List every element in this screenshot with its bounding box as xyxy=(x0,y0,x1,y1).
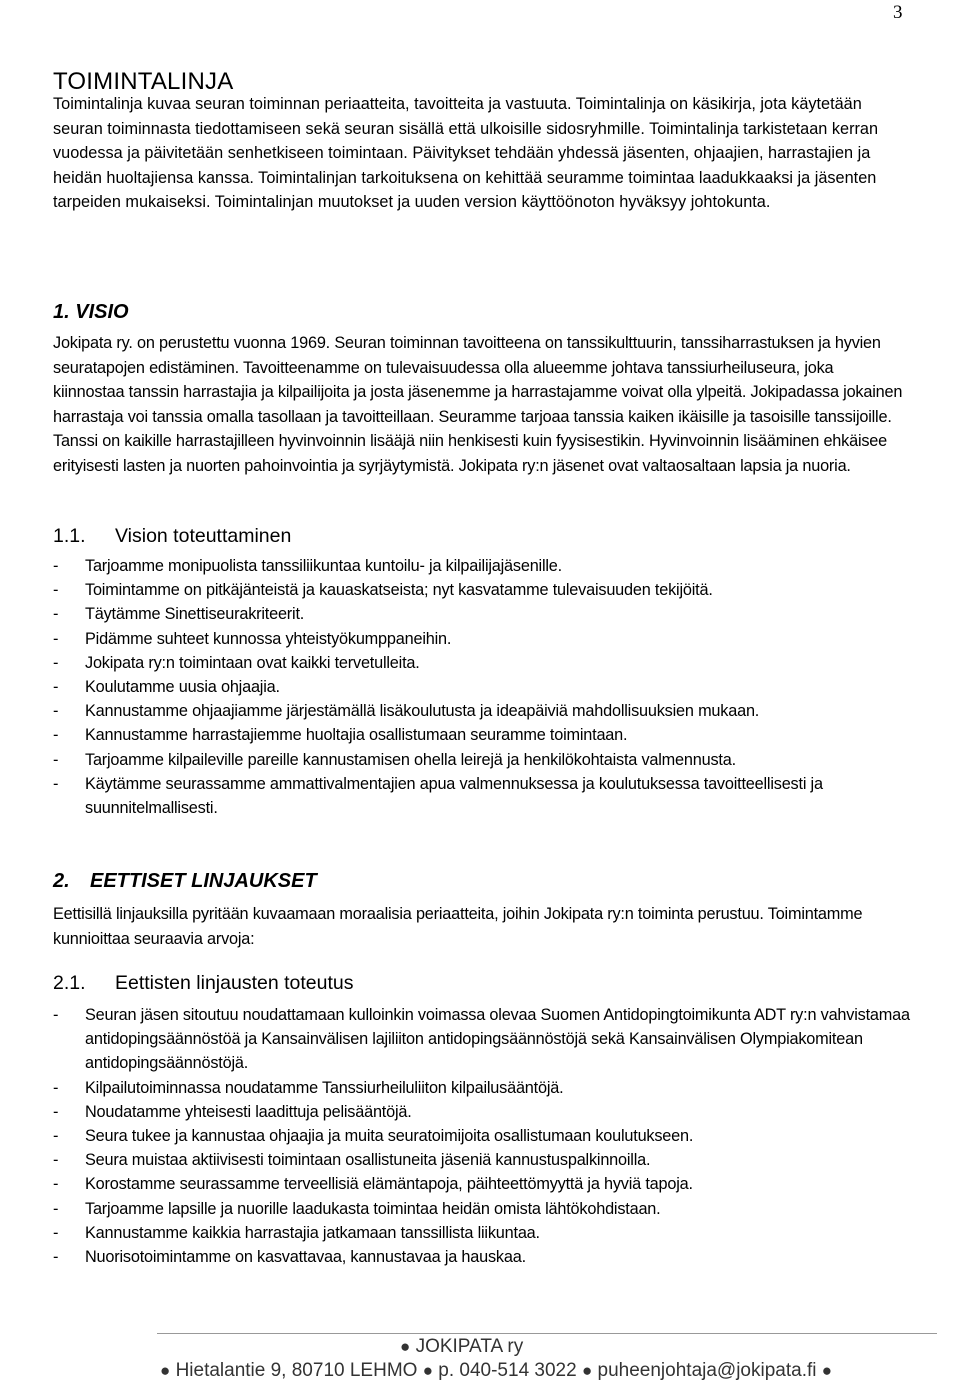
dash-bullet: - xyxy=(53,1223,59,1242)
dash-bullet: - xyxy=(53,1078,59,1097)
list-item xyxy=(53,1100,913,1124)
list-item xyxy=(53,554,913,578)
list-item-text: Tarjoamme kilpaileville pareille kannustamisen ohella leirejä ja henkilökohtaista valmennusta. xyxy=(85,750,736,769)
dash-bullet: - xyxy=(53,726,59,745)
dash-bullet: - xyxy=(53,1127,59,1146)
list-item-text: Kannustamme kaikkia harrastajia jatkamaan tanssillista liikuntaa. xyxy=(85,1223,540,1242)
list-item xyxy=(53,699,913,723)
visio-paragraph: Jokipata ry. on perustettu vuonna 1969. Seuran toiminnan tavoitteena on tanssikulttuurin, tanssiharrastuksen ja hyvien seuratapojen edistäminen. Tavoitteenamme on tulevaisuudessa olla alueemme johtava tanssiurheiluseura, joka kiinnostaa tanssin harrastajia ja kilpailijoita ja josta jäsenemme ja harrastajamme voivat olla ylpeitä. Jokipadassa jokainen harrastaja voi tanssia omalla tasollaan ja tavoitteillaan. Seuramme tarjoaa tanssia kaiken ikäisille ja tasoisille tanssijoille. Tanssi on kaikille harrastajilleen hyvinvoinnin lisääjä niin henkisesti kuin fyysisestikin. Hyvinvoinnin lisääminen ehkäisee erityisesti lasten ja nuorten pahoinvointia ja syrjäytymistä. Jokipata ry:n jäsenet ovat valtaosaltaan lapsia ja nuoria. xyxy=(53,334,903,475)
list-item-text: Pidämme suhteet kunnossa yhteistyökumppaneihin. xyxy=(85,629,452,648)
footer-organization xyxy=(400,1336,523,1358)
organization-name: JOKIPATA ry xyxy=(415,1336,524,1357)
list-item-text: Korostamme seurassamme terveellisiä elämäntapoja, päihteettömyyttä ja hyviä tapoja. xyxy=(85,1175,693,1194)
subsection-number: 2.1. xyxy=(53,972,86,994)
dash-bullet: - xyxy=(53,653,59,672)
list-item xyxy=(53,627,913,651)
list-item xyxy=(53,578,913,602)
subsection-number: 1.1. xyxy=(53,525,86,547)
page-number: 3 xyxy=(893,2,903,23)
eettiset-paragraph: Eettisillä linjauksilla pyritään kuvaamaan moraalisia periaatteita, joihin Jokipata ry:n toiminta perustuu. Toimintamme kunnioittaa seuraavia arvoja: xyxy=(53,905,863,948)
list-item xyxy=(53,1124,913,1148)
list-item xyxy=(53,723,913,747)
list-item xyxy=(53,1076,913,1100)
section-number: 2. xyxy=(53,870,70,892)
dash-bullet: - xyxy=(53,1199,59,1218)
dash-bullet: - xyxy=(53,702,59,721)
list-item-text: Nuorisotoimintamme on kasvattavaa, kannustavaa ja hauskaa. xyxy=(85,1248,526,1267)
dash-bullet: - xyxy=(53,605,59,624)
list-item xyxy=(53,675,913,699)
list-item-text: Koulutamme uusia ohjaajia. xyxy=(85,678,280,697)
bullet-icon: ● xyxy=(422,1361,433,1380)
bullet-icon: ● xyxy=(821,1361,833,1380)
footer-phone: p. 040-514 3022 xyxy=(438,1360,577,1381)
list-item xyxy=(53,651,913,675)
footer-divider xyxy=(157,1333,937,1334)
dash-bullet: - xyxy=(53,1248,59,1267)
bullet-icon: ● xyxy=(400,1337,411,1356)
dash-bullet: - xyxy=(53,1102,59,1121)
dash-bullet: - xyxy=(53,750,59,769)
subsection-heading-1-1 xyxy=(53,525,291,548)
section-heading-visio: 1. VISIO xyxy=(53,301,129,323)
subsection-title: Vision toteuttaminen xyxy=(115,525,292,547)
list-item xyxy=(53,1172,913,1196)
subsection-heading-2-1 xyxy=(53,972,354,995)
list-item xyxy=(53,602,913,626)
footer-address: Hietalantie 9, 80710 LEHMO xyxy=(175,1360,418,1381)
dash-bullet: - xyxy=(53,774,59,793)
dash-bullet: - xyxy=(53,1175,59,1194)
list-item xyxy=(53,1245,913,1269)
list-item-text: Tarjoamme lapsille ja nuorille laadukasta toimintaa heidän omista lähtökohdistaan. xyxy=(85,1199,661,1218)
list-item-text: Kannustamme harrastajiemme huoltajia osallistumaan seuramme toimintaan. xyxy=(85,726,628,745)
list-item-text: Jokipata ry:n toimintaan ovat kaikki tervetulleita. xyxy=(85,653,420,672)
list-item-text: Seuran jäsen sitoutuu noudattamaan kulloinkin voimassa olevaa Suomen Antidopingtoimikunta ADT ry:n vahvistamaa antidopingsäännöstöä ja Kansainvälisen lajiliiton antidopingsäännöstöjä sekä Kansainvälisen Olympiakomitean antidopingsäännöstöjä. xyxy=(85,1006,910,1073)
list-item-text: Seura tukee ja kannustaa ohjaajia ja muita seuratoimijoita osallistumaan koulutukseen. xyxy=(85,1127,694,1146)
footer-contacts xyxy=(160,1360,832,1382)
list-item xyxy=(53,772,913,820)
intro-paragraph: Toimintalinja kuvaa seuran toiminnan periaatteita, tavoitteita ja vastuuta. Toimintalinja on käsikirja, jota käytetään seuran toiminnasta tiedottamiseen sekä seuran sisällä että ulkoisille sidosryhmille. Toimintalinja tarkistetaan kerran vuodessa ja päivitetään senhetkiseen toimintaan. Päivitykset tehdään yhdessä jäsenten, ohjaajien, harrastajien ja heidän huoltajiensa kanssa. Toimintalinjan tarkoituksena on kehittää seuramme toimintaa laadukkaaksi ja jäsenten tarpeiden mukaiseksi. Toimintalinjan muutokset ja uuden version käyttöönoton hyväksyy johtokunta. xyxy=(53,95,879,212)
dash-bullet: - xyxy=(53,557,59,575)
list-item-text: Noudatamme yhteisesti laadittuja pelisääntöjä. xyxy=(85,1102,412,1121)
page-title: TOIMINTALINJA xyxy=(53,68,234,95)
dash-bullet: - xyxy=(53,1006,59,1024)
subsection-title: Eettisten linjausten toteutus xyxy=(115,972,354,994)
footer-email[interactable]: puheenjohtaja@jokipata.fi xyxy=(597,1360,817,1381)
list-item-text: Toimintamme on pitkäjänteistä ja kauaskatseista; nyt kasvatamme tulevaisuuden tekijöitä. xyxy=(85,581,713,600)
list-item xyxy=(53,748,913,772)
list-item-text: Täytämme Sinettiseurakriteerit. xyxy=(85,605,305,624)
list-item xyxy=(53,1003,913,1076)
dash-bullet: - xyxy=(53,629,59,648)
section-heading-eettiset xyxy=(53,870,317,893)
bullet-icon: ● xyxy=(581,1361,593,1380)
list-item-text: Seura muistaa aktiivisesti toimintaan osallistuneita jäseniä kannustuspalkinnoilla. xyxy=(85,1151,651,1170)
bullet-icon: ● xyxy=(160,1361,171,1380)
vision-actions-list xyxy=(53,554,913,820)
section-title: EETTISET LINJAUKSET xyxy=(90,870,317,892)
list-item xyxy=(53,1148,913,1172)
list-item-text: Kannustamme ohjaajiamme järjestämällä lisäkoulutusta ja ideapäiviä mahdollisuuksien mukaan. xyxy=(85,702,760,721)
dash-bullet: - xyxy=(53,678,59,697)
list-item-text: Tarjoamme monipuolista tanssiliikuntaa kuntoilu- ja kilpailijajäsenille. xyxy=(85,557,562,575)
list-item xyxy=(53,1197,913,1221)
ethics-actions-list xyxy=(53,1003,913,1269)
dash-bullet: - xyxy=(53,1151,59,1170)
list-item-text: Kilpailutoiminnassa noudatamme Tanssiurheiluliiton kilpailusääntöjä. xyxy=(85,1078,564,1097)
dash-bullet: - xyxy=(53,581,59,600)
list-item-text: Käytämme seurassamme ammattivalmentajien apua valmennuksessa ja koulutuksessa tavoitteellisesti ja suunnitelmallisesti. xyxy=(85,774,823,818)
list-item xyxy=(53,1221,913,1245)
